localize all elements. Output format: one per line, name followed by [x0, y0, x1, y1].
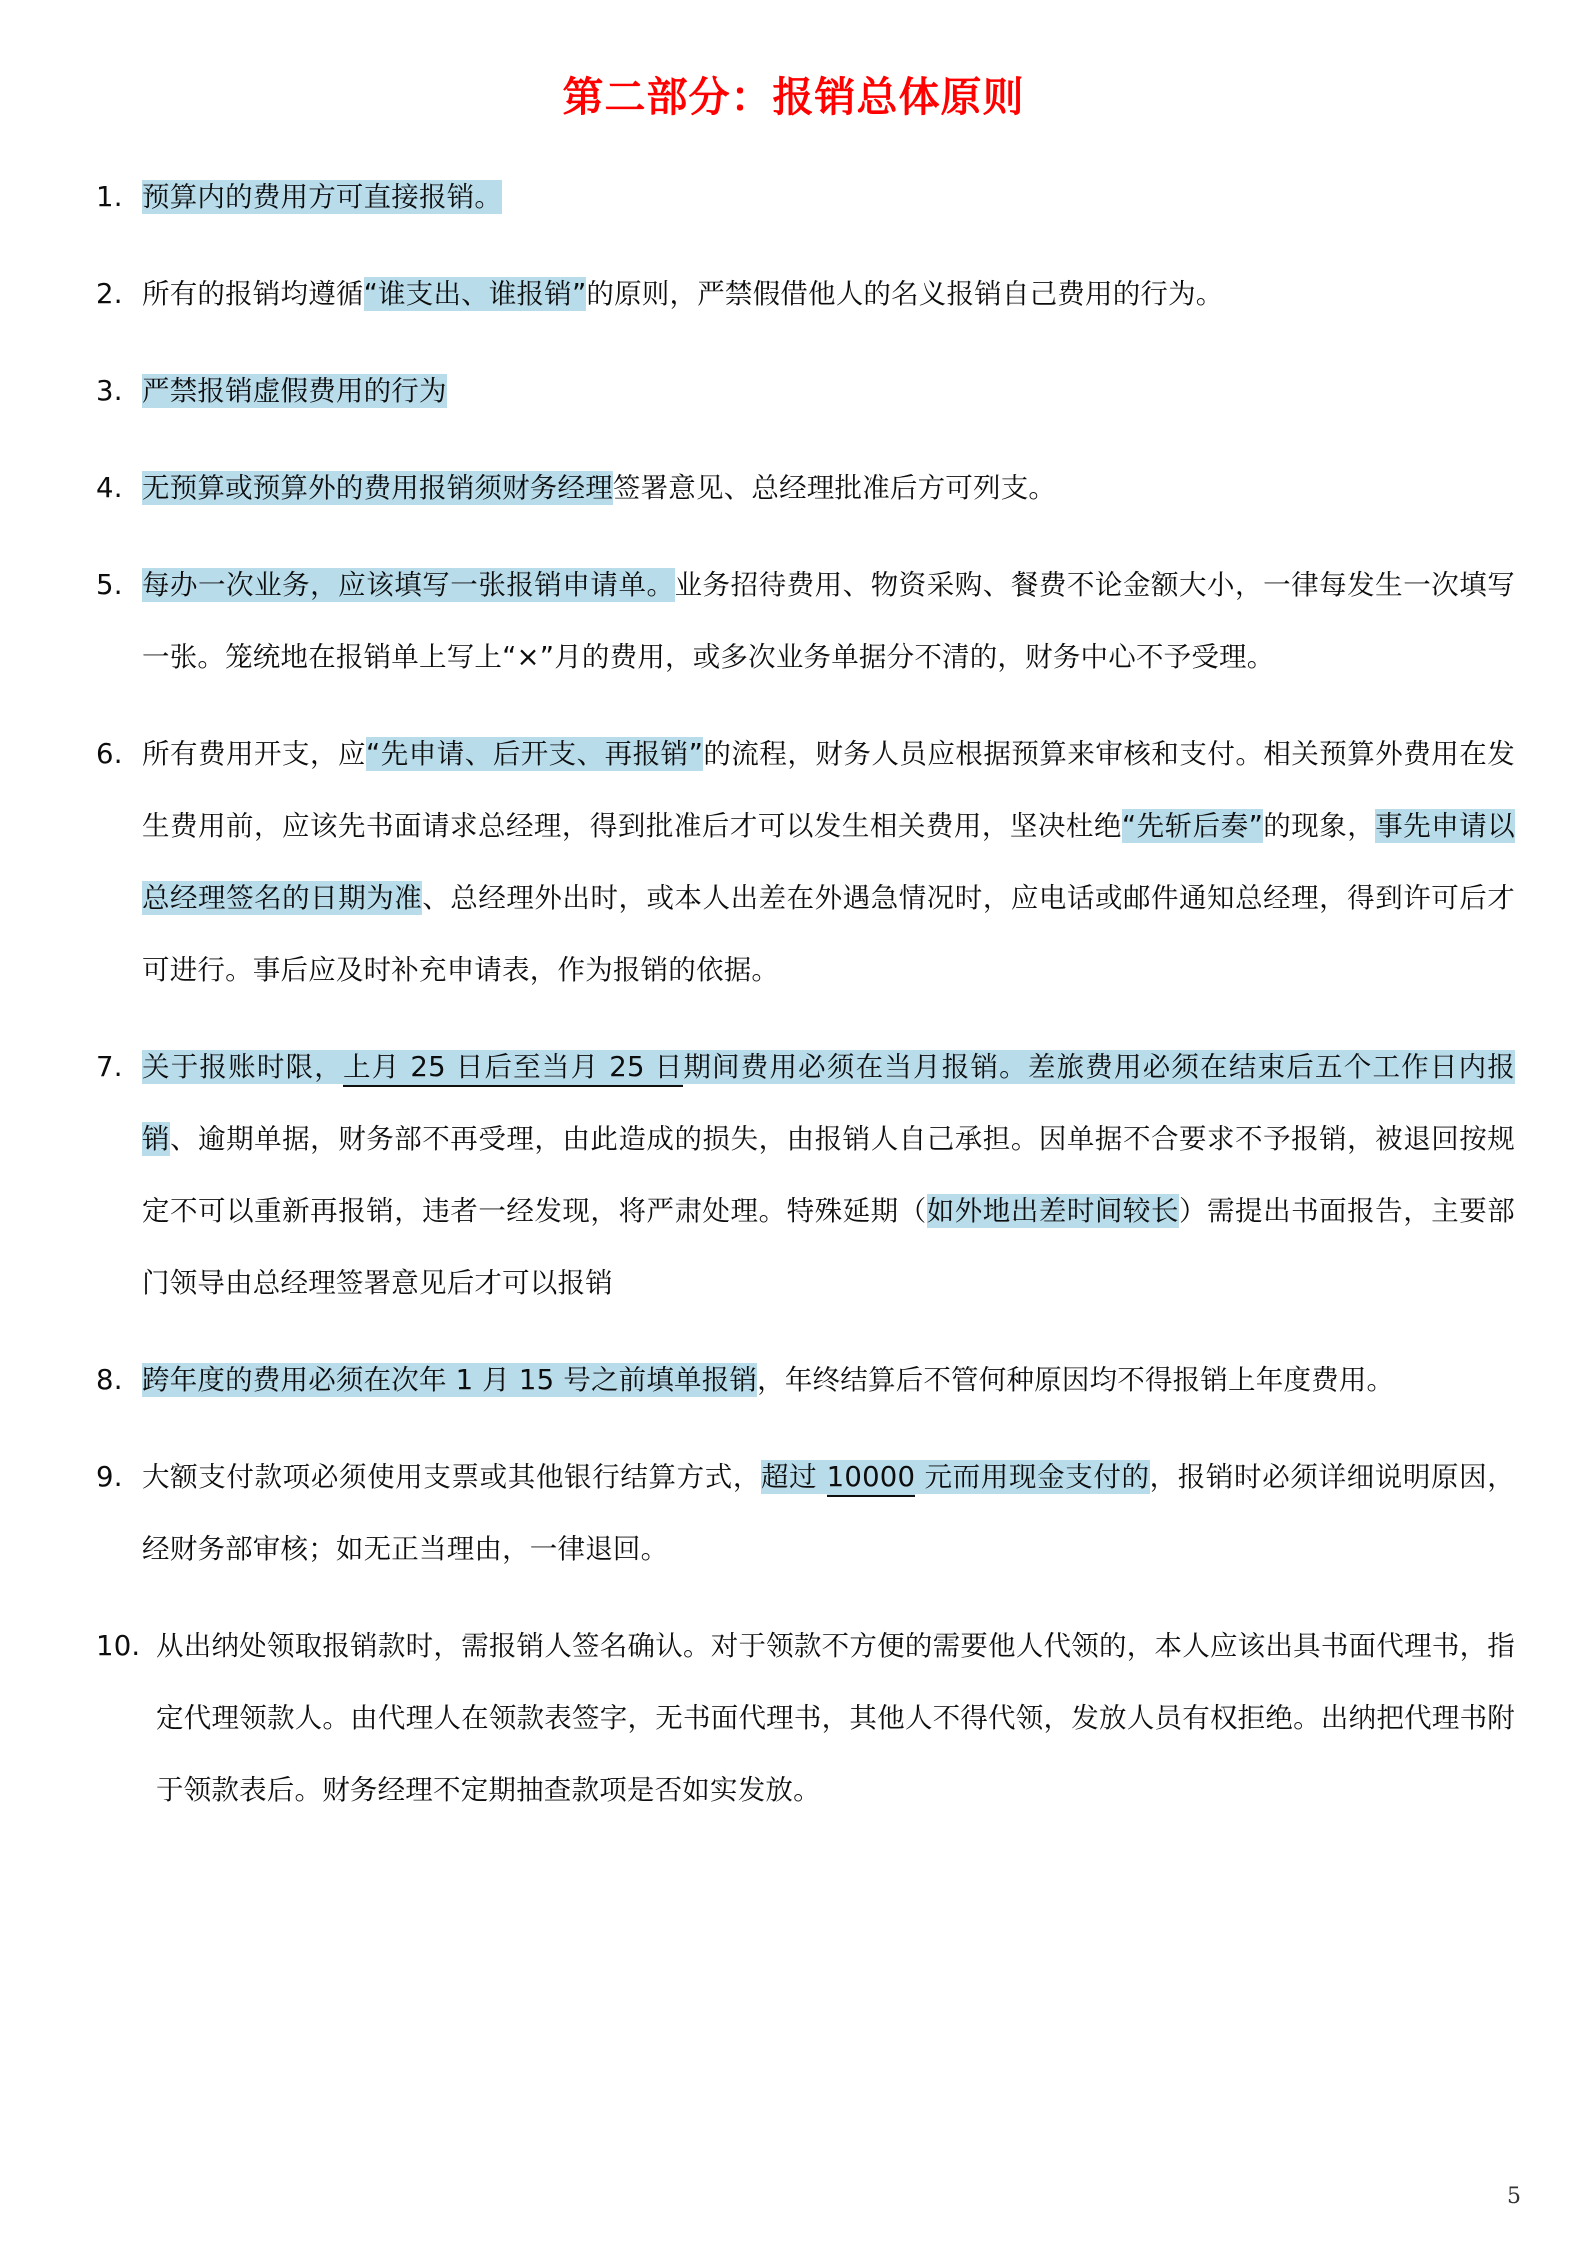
- plain-text: 所有的报销均遵循: [142, 278, 364, 311]
- principle-item: [96, 355, 1515, 427]
- plain-text: 业务招待费用、物资采购、餐费不论金额大小，一律每发生一次填写一张。笼统地在报销单上写上“×”月的费用，或多次业务单据分不清的，财务中心不予受理。: [142, 569, 1515, 674]
- principles-list: [0, 123, 1587, 1826]
- principle-item: [96, 258, 1515, 330]
- principle-item-text: [142, 549, 1515, 693]
- highlighted-text: 严禁报销虚假费用的行为: [142, 375, 447, 408]
- principle-item-text: [142, 161, 1515, 233]
- page-title: 第二部分：报销总体原则: [562, 73, 1025, 121]
- principle-item: [96, 718, 1515, 1006]
- highlighted-text: 跨年度的费用必须在次年 1 月 15 号之前填单报销: [142, 1364, 758, 1397]
- plain-text: 的流程，财务人员应根据预算来审核和支付。相关预算外费用在发生费用前，应该先书面请求总经理，得到批准后才可以发生相关费用，坚决杜绝: [142, 738, 1515, 843]
- principle-item-text: [142, 355, 1515, 427]
- principle-item-text: [142, 718, 1515, 1006]
- highlighted-text: 每办一次业务，应该填写一张报销申请单。: [142, 569, 675, 602]
- highlighted-underlined-text: 上月 25 日后至当月 25 日: [343, 1050, 683, 1087]
- principle-item-text: [156, 1610, 1515, 1826]
- principle-item: [96, 1610, 1515, 1826]
- principle-item: [96, 1441, 1515, 1585]
- plain-text: ）需提出书面报告，主要部门领导由总经理签署意见后才可以报销: [142, 1195, 1515, 1300]
- plain-text: 、总经理外出时，或本人出差在外遇急情况时，应电话或邮件通知总经理，得到许可后才可进行。事后应及时补充申请表，作为报销的依据。: [142, 882, 1516, 987]
- highlighted-text: 事先申请以总经理签名的日期为准: [142, 810, 1515, 915]
- plain-text: 所有费用开支，应: [142, 738, 366, 771]
- principle-item-number: 2.: [96, 278, 123, 311]
- principle-item-number: 8.: [96, 1364, 123, 1397]
- principle-item-number: 10.: [96, 1630, 141, 1663]
- principle-item-text: [142, 452, 1515, 524]
- principle-item: [96, 161, 1515, 233]
- page-number: 5: [1507, 2184, 1521, 2209]
- principle-item: [96, 1031, 1515, 1319]
- principle-item-number: 6.: [96, 738, 123, 771]
- principle-item: [96, 549, 1515, 693]
- highlighted-text: “先斩后奏”: [1121, 810, 1264, 843]
- highlighted-text: “先申请、后开支、再报销”: [365, 738, 704, 771]
- plain-text: ，报销时必须详细说明原因，经财务部审核；如无正当理由，一律退回。: [142, 1461, 1515, 1566]
- principle-item-text: [142, 1344, 1515, 1416]
- principle-item-number: 9.: [96, 1461, 123, 1494]
- highlighted-text: 预算内的费用方可直接报销。: [142, 181, 503, 214]
- principle-item-number: 1.: [96, 181, 123, 214]
- principle-item-number: 4.: [96, 472, 123, 505]
- plain-text: 、逾期单据，财务部不再受理，由此造成的损失，由报销人自己承担。因单据不合要求不予报销，被退回按规定不可以重新再报销，违者一经发现，将严肃处理。特殊延期（: [142, 1123, 1515, 1228]
- plain-text: 签署意见、总经理批准后方可列支。: [612, 472, 1057, 505]
- highlighted-underlined-text: 10000: [827, 1460, 915, 1497]
- principle-item-number: 7.: [96, 1051, 123, 1084]
- principle-item: [96, 452, 1515, 524]
- principle-item: [96, 1344, 1515, 1416]
- plain-text: 从出纳处领取报销款时，需报销人签名确认。对于领款不方便的需要他人代领的，本人应该出具书面代理书，指定代理领款人。由代理人在领款表签字，无书面代理书，其他人不得代领，发放人员有权拒绝。出纳把代理书附于领款表后。财务经理不定期抽查款项是否如实发放。: [156, 1630, 1515, 1807]
- plain-text: 的原则，严禁假借他人的名义报销自己费用的行为。: [586, 278, 1224, 311]
- highlighted-text: 如外地出差时间较长: [926, 1195, 1179, 1228]
- highlighted-text: 元而用现金支付的: [915, 1461, 1150, 1494]
- highlighted-text: 结束后五个工作日内报销: [142, 1051, 1515, 1156]
- highlighted-text: 无预算或预算外的费用报销须财务经理: [142, 472, 613, 505]
- highlighted-text: 超过: [761, 1461, 827, 1494]
- principle-item-number: 5.: [96, 569, 123, 602]
- plain-text: ，年终结算后不管何种原因均不得报销上年度费用。: [757, 1364, 1395, 1397]
- highlighted-text: “谁支出、谁报销”: [363, 278, 587, 311]
- principle-item-number: 3.: [96, 375, 123, 408]
- plain-text: 的现象，: [1263, 810, 1376, 843]
- highlighted-text: 关于报账时限，: [142, 1051, 343, 1084]
- principle-item-text: [142, 1031, 1515, 1319]
- principle-item-text: [142, 258, 1515, 330]
- principle-item-text: [142, 1441, 1515, 1585]
- plain-text: 大额支付款项必须使用支票或其他银行结算方式，: [142, 1461, 762, 1494]
- highlighted-text: 期间费用必须在当月报销。差旅费用必须在: [683, 1051, 1229, 1084]
